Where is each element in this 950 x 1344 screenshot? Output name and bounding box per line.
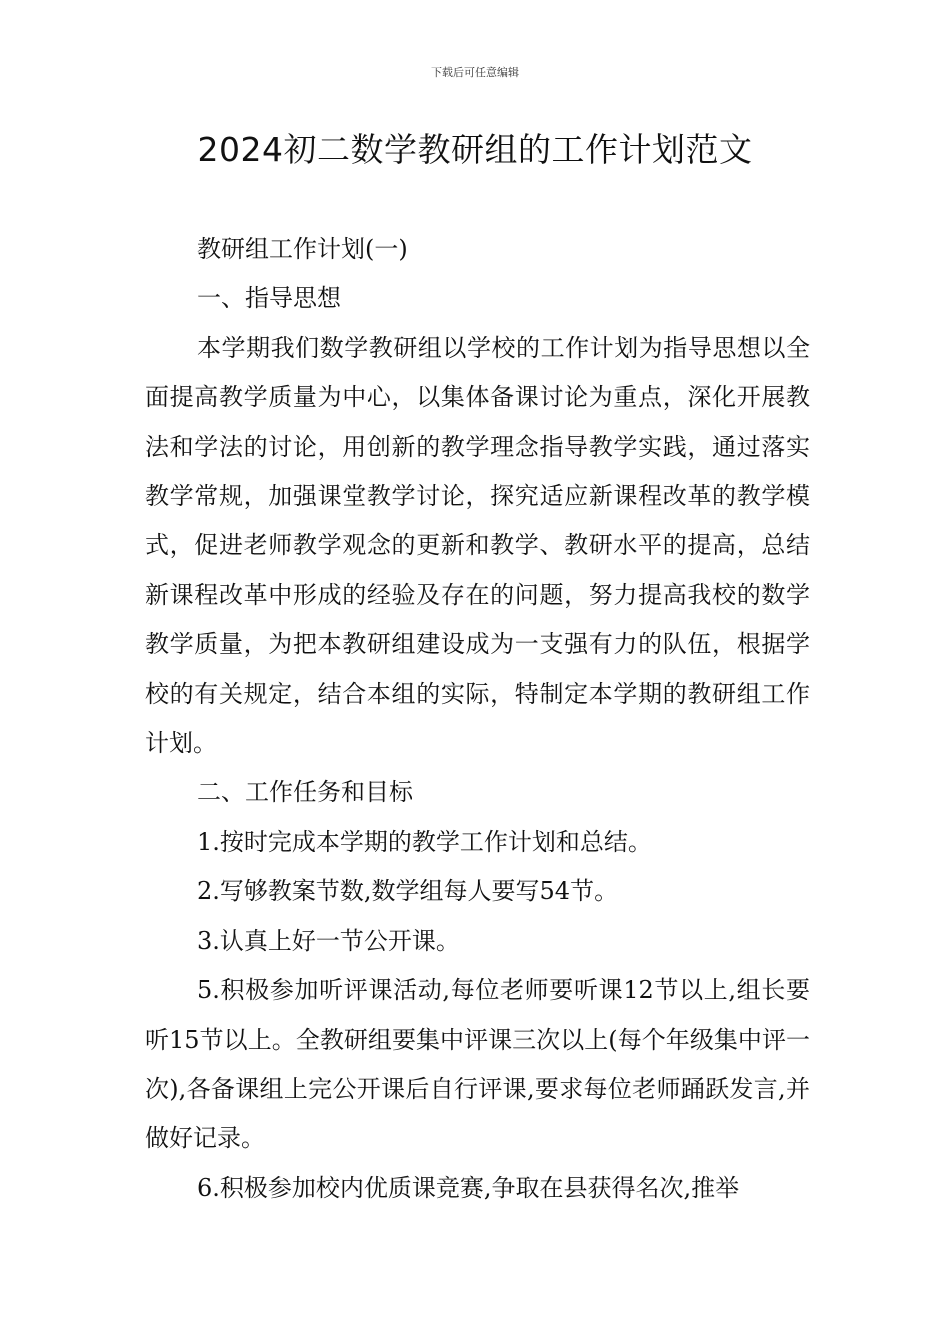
paragraph-guiding-ideology: 本学期我们数学教研组以学校的工作计划为指导思想以全面提高教学质量为中心，以集体备课讨论为重点，深化开展教法和学法的讨论，用创新的教学理念指导教学实践，通过落实教学常规，加强课堂教学讨论，探究适应新课程改革的教学模式，促进老师教学观念的更新和教学、教研水平的提高，总结新课程改革中形成的经验及存在的问题，努力提高我校的数学教学质量，为把本教研组建设成为一支强有力的队伍，根据学校的有关规定，结合本组的实际，特制定本学期的教研组工作计划。 [145, 333, 810, 758]
page-header-note: 下载后可任意编辑 [431, 66, 519, 79]
section-heading-tasks-goals: 二、工作任务和目标 [197, 778, 413, 807]
section-heading-plan: 教研组工作计划(一) [197, 235, 408, 263]
list-item-5: 5.积极参加听评课活动,每位老师要听课12节以上,组长要听15节以上。全教研组要集中评课三次以上(每个年级集中评一次),各备课组上完公开课后自行评课,要求每位老师踊跃发言,并做好记录。 [145, 976, 810, 1153]
document-body [145, 225, 810, 1213]
list-item-3: 3.认真上好一节公开课。 [197, 926, 460, 955]
list-item-1: 1.按时完成本学期的教学工作计划和总结。 [197, 827, 652, 856]
section-heading-guiding-ideology: 一、指导思想 [197, 284, 341, 313]
document-title: 2024初二数学教研组的工作计划范文 [197, 130, 753, 169]
list-item-2: 2.写够教案节数,数学组每人要写54节。 [197, 877, 619, 906]
list-item-6: 6.积极参加校内优质课竞赛,争取在县获得名次,推举 [197, 1173, 740, 1202]
